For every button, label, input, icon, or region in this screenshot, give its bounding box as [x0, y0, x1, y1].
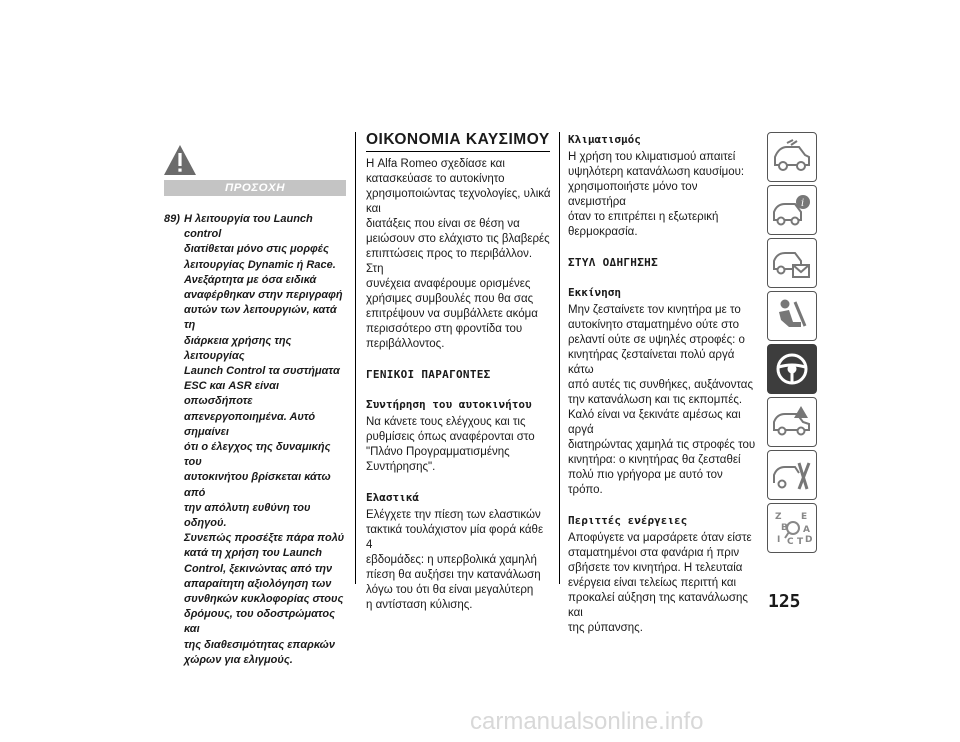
air-conditioning-heading: Κλιματισμός: [568, 133, 641, 146]
fuel-economy-column: [366, 132, 552, 613]
page-number: 125: [768, 591, 801, 612]
svg-text:C: C: [787, 537, 794, 547]
maintenance-text: Να κάνετε τους ελέγχους και τις ρυθμίσεις όπως αναφέρονται στο "Πλάνο Προγραμματισμένης Συντήρησης".: [366, 416, 535, 473]
svg-text:Z: Z: [775, 512, 782, 522]
driving-style-column: [568, 132, 756, 636]
tab-messages[interactable]: [767, 238, 817, 288]
warning-number: 89): [164, 213, 180, 225]
warning-text: [164, 212, 350, 668]
svg-text:T: T: [797, 537, 804, 547]
general-factors-heading: ΓΕΝΙΚΟΙ ΠΑΡΑΓΟΝΤΕΣ: [366, 368, 491, 381]
svg-text:B: B: [781, 523, 788, 533]
air-conditioning-text: Η χρήση του κλιματισμού απαιτεί υψηλότερη κατανάλωση καυσίμου: χρησιμοποιήστε μόνο τον ανεμιστήρα όταν το επιτρέπει η εξωτερική θερμοκρασία.: [568, 151, 745, 238]
svg-text:i: i: [801, 198, 805, 209]
tyres-heading: Ελαστικά: [366, 491, 419, 504]
unnecessary-actions-heading: Περιττές ενέργειες: [568, 514, 688, 527]
column-divider-right: [559, 132, 560, 584]
section-title: ΟΙΚΟΝΟΜΙΑ ΚΑΥΣΙΜΟΥ: [366, 132, 550, 152]
seatbelt-person-icon: [771, 296, 813, 336]
car-tools-icon: [771, 455, 813, 495]
column-divider-left: [355, 132, 356, 584]
tab-safety[interactable]: [767, 291, 817, 341]
tab-index[interactable]: [767, 503, 817, 553]
tab-dashboard[interactable]: [767, 132, 817, 182]
warning-triangle-icon: [163, 143, 197, 177]
tab-info[interactable]: [767, 185, 817, 235]
car-info-icon: [771, 190, 813, 230]
unnecessary-actions-text: Αποφύγετε να μαρσάρετε όταν είστε σταματημένοι στα φανάρια ή πριν σβήσετε τον κινητήρα. Η τελευταία ενέργεια είναι τελείως περιττή και προκαλεί αύξηση της κατανάλωσης και της ρύπανσης.: [568, 532, 752, 634]
tab-emergency[interactable]: [767, 397, 817, 447]
starting-text: Μην ζεσταίνετε τον κινητήρα με το αυτοκίνητο σταματημένο ούτε στο ρελαντί ούτε σε υψηλές στροφές: ο κινητήρας ζεσταίνεται πολύ αργά κάτω από αυτές τις συνθήκες, αυξάνοντας την κατανάλωση και τις εκπομπές. Καλό είναι να ξεκινάτε αμέσως και αργά διατηρώντας χαμηλά τις στροφές του κινητήρα: ο κινητήρας θα ζεσταθεί πολύ πιο γρήγορα με αυτό τον τρόπο.: [568, 304, 756, 496]
car-dashboard-icon: [771, 137, 813, 177]
starting-heading: Εκκίνηση: [568, 286, 621, 299]
steering-wheel-icon: [771, 349, 813, 389]
svg-text:E: E: [801, 512, 808, 522]
tab-maintenance[interactable]: [767, 450, 817, 500]
intro-paragraph: Η Alfa Romeo σχεδίασε και κατασκεύασε το αυτοκίνητο χρησιμοποιώντας τεχνολογίες, υλικά και διατάξεις που είναι σε θέση να μειώσουν στο ελάχιστο τις βλαβερές επιπτώσεις προς το περιβάλλον. Στη συνέχεια αναφέρουμε ορισμένες χρήσιμες συμβουλές που θα σας επιτρέψουν να συμβάλλετε ακόμα περισσότερο στη φροντίδα του περιβάλλοντος.: [366, 158, 551, 350]
car-mail-icon: [771, 243, 813, 283]
alphabet-index-icon: [771, 508, 813, 548]
tyres-text: Ελέγχετε την πίεση των ελαστικών τακτικά τουλάχιστον μία φορά κάθε 4 εβδομάδες: η υπερβολικά χαμηλή πίεση θα αυξήσει την κατανάλωση λόγω του ότι θα είναι μεγαλύτερη η αντίσταση κύλισης.: [366, 509, 544, 611]
svg-text:A: A: [803, 525, 810, 535]
car-warning-icon: [771, 402, 813, 442]
tab-driving[interactable]: [767, 344, 817, 394]
driving-style-heading: ΣΤΥΛ ΟΔΗΓΗΣΗΣ: [568, 256, 658, 269]
svg-text:I: I: [777, 535, 781, 545]
warning-body: Η λειτουργία του Launch control διατίθεται μόνο στις μορφές λειτουργίας Dynamic ή Race. Ανεξάρτητα με όσα ειδικά αναφέρθηκαν στην περιγραφή αυτών των λειτουργιών, κατά τη διάρκεια χρήσης της λειτουργίας Launch Control τα συστήματα ESC και ASR είναι οπωσδήποτε απενεργοποιημένα. Αυτό σημαίνει ότι ο έλεγχος της δυναμικής του αυτοκινήτου βρίσκεται κάτω από την απόλυτη ευθύνη του οδηγού. Συνεπώς προσέξτε πάρα πολύ κατά τη χρήση του Launch Control, ξεκινώντας από την απαραίτητη αξιολόγηση των συνθηκών κυκλοφορίας στους δρόμους, του οδοστρώματος και της διαθεσιμότητας επαρκών χώρων για ελιγμούς.: [184, 213, 345, 666]
svg-text:D: D: [805, 535, 813, 545]
maintenance-heading: Συντήρηση του αυτοκινήτου: [366, 398, 532, 411]
footer-watermark: carmanualsonline.info: [470, 708, 704, 735]
warning-label: ΠΡΟΣΟΧΗ: [164, 180, 346, 196]
chapter-tabs: [767, 132, 817, 556]
